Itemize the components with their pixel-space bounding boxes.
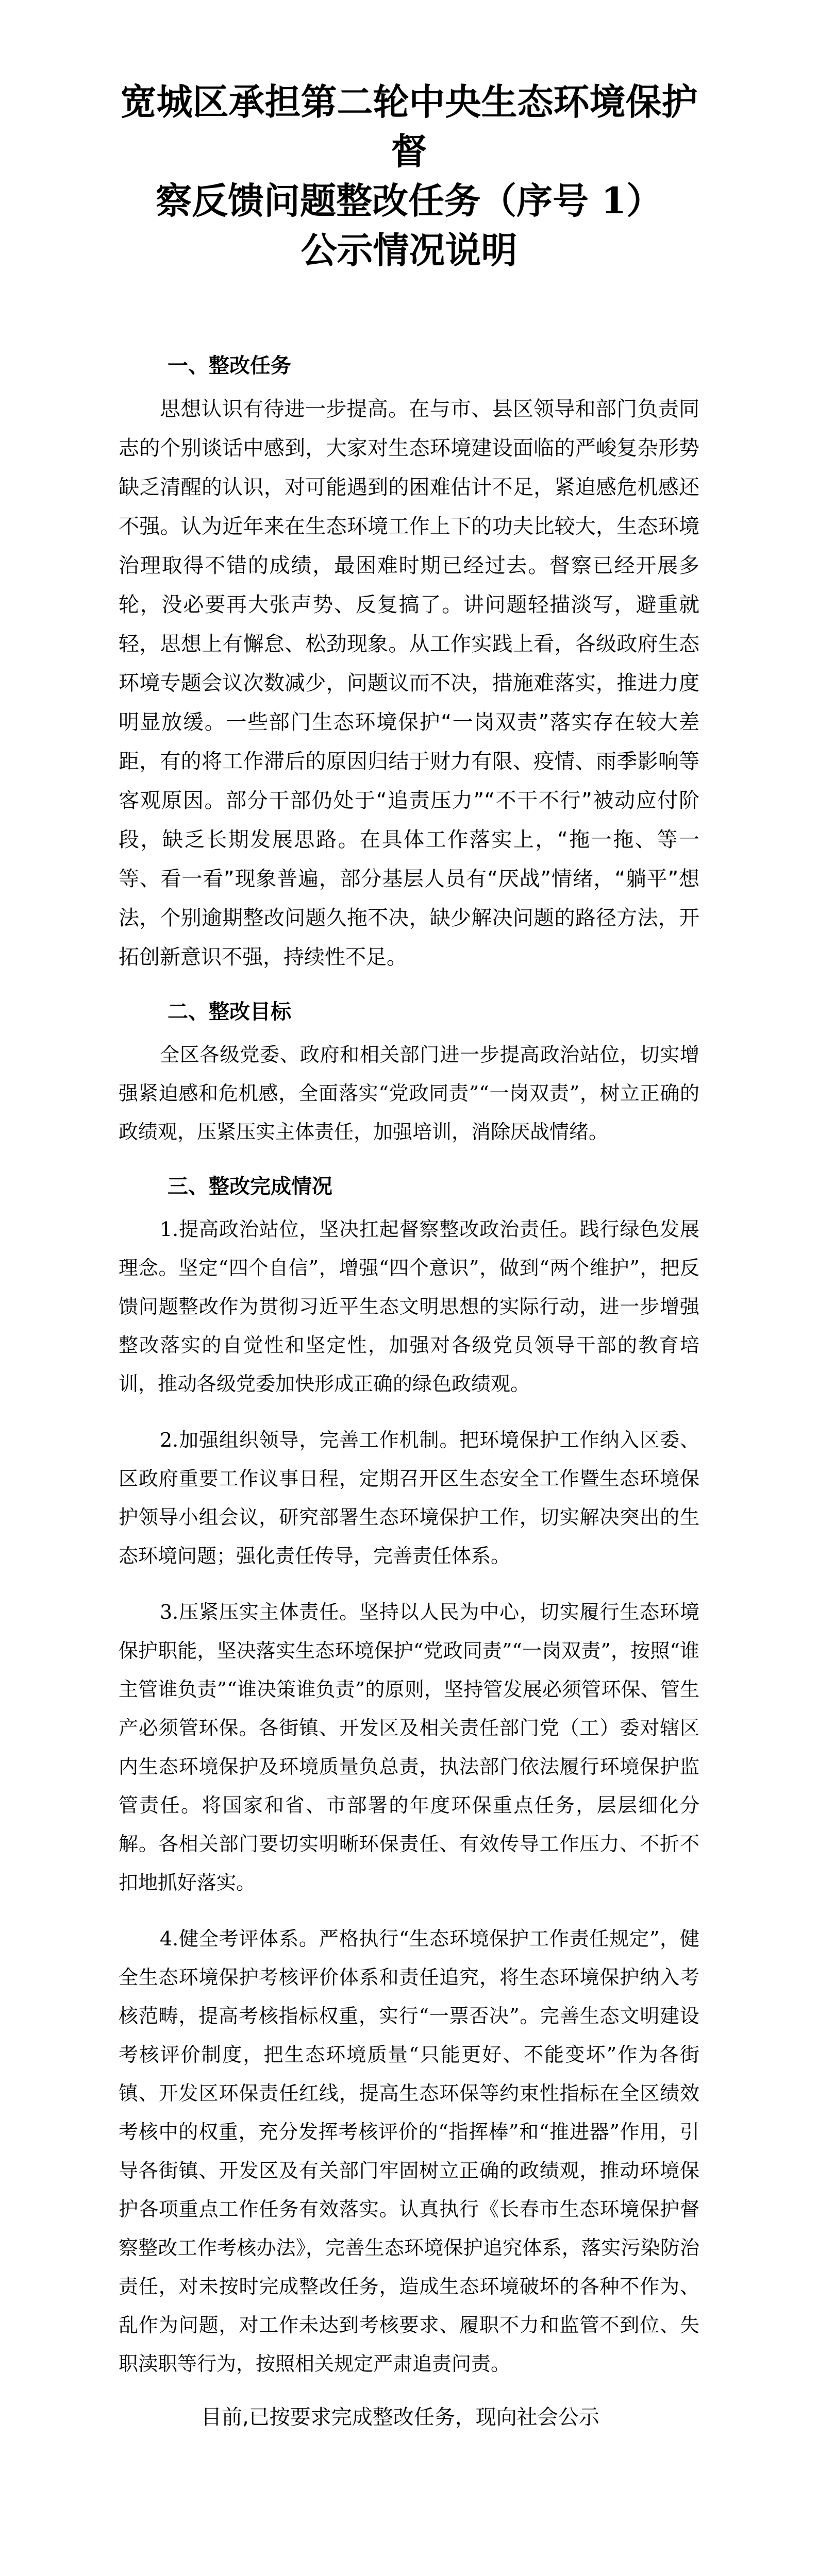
section-heading-task: 一、整改任务 xyxy=(168,354,291,378)
status-item-1: 1.提高政治站位，坚决扛起督察整改政治责任。践行绿色发展理念。坚定“四个自信”，增强“四个意识”，做到“两个维护”，把反馈问题整改作为贯彻习近平生态文明思想的实际行动，进一步增强整改落实的自觉性和坚定性，加强对各级党员领导干部的教育培训，推动各级党委加快形成正确的绿色政绩观。 xyxy=(119,1218,699,1395)
section-rectification-task xyxy=(119,347,699,977)
section-heading-status: 三、整改完成情况 xyxy=(168,1175,332,1198)
closing-statement: 目前,已按要求完成整改任务，现向社会公示 xyxy=(201,2405,599,2429)
section-rectification-goal xyxy=(119,993,699,1151)
title-line-2: 察反馈问题整改任务（序号 1） xyxy=(155,179,663,222)
status-item-3: 3.压紧压实主体责任。坚持以人民为中心，切实履行生态环境保护职能，坚决落实生态环境保护“党政同责”“一岗双责”，按照“谁主管谁负责”“谁决策谁负责”的原则，坚持管发展必须管环保、管生产必须管环保。各街镇、开发区及相关责任部门党（工）委对辖区内生态环境保护及环境质量负总责，执法部门依法履行环境保护监管责任。将国家和省、市部署的年度环保重点任务，层层细化分解。各相关部门要切实明晰环保责任、有效传导工作压力、不折不扣地抓好落实。 xyxy=(119,1601,699,1894)
status-item-4: 4.健全考评体系。严格执行“生态环境保护工作责任规定”，健全生态环境保护考核评价体系和责任追究，将生态环境保护纳入考核范畴，提高考核指标权重，实行“一票否决”。完善生态文明建设考核评价制度，把生态环境质量“只能更好、不能变坏”作为各街镇、开发区环保责任红线，提高生态环保等约束性指标在全区绩效考核中的权重，充分发挥考核评价的“指挥棒”和“推进器”作用，引导各街镇、开发区及有关部门牢固树立正确的政绩观，推动环境保护各项重点工作任务有效落实。认真执行《长春市生态环境保护督察整改工作考核办法》，完善生态环境保护追究体系，落实污染防治责任，对未按时完成整改任务，造成生态环境破坏的各种不作为、乱作为问题，对工作未达到考核要求、履职不力和监管不到位、失职渎职等行为，按照相关规定严肃追责问责。 xyxy=(119,1927,699,2375)
document-title xyxy=(119,77,699,275)
section-body-task: 思想认识有待进一步提高。在与市、县区领导和部门负责同志的个别谈话中感到，大家对生态环境建设面临的严峻复杂形势缺乏清醒的认识，对可能遇到的困难估计不足，紧迫感危机感还不强。认为近年来在生态环境工作上下的功夫比较大，生态环境治理取得不错的成绩，最困难时期已经过去。督察已经开展多轮，没必要再大张声势、反复搞了。讲问题轻描淡写，避重就轻，思想上有懈怠、松劲现象。从工作实践上看，各级政府生态环境专题会议次数减少，问题议而不决，措施难落实，推进力度明显放缓。一些部门生态环境保护“一岗双责”落实存在较大差距，有的将工作滞后的原因归结于财力有限、疫情、雨季影响等客观原因。部分干部仍处于“追责压力”“不干不行”被动应付阶段，缺乏长期发展思路。在具体工作落实上，“拖一拖、等一等、看一看”现象普遍，部分基层人员有“厌战”情绪，“躺平”想法，个别逾期整改问题久拖不决，缺少解决问题的路径方法，开拓创新意识不强，持续性不足。 xyxy=(119,397,699,969)
status-item-2: 2.加强组织领导，完善工作机制。把环境保护工作纳入区委、区政府重要工作议事日程，定期召开区生态安全工作暨生态环境保护领导小组会议，研究部署生态环境保护工作，切实解决突出的生态环境问题；强化责任传导，完善责任体系。 xyxy=(119,1429,699,1567)
section-body-goal: 全区各级党委、政府和相关部门进一步提高政治站位，切实增强紧迫感和危机感，全面落实“党政同责”“一岗双责”，树立正确的政绩观，压紧压实主体责任，加强培训，消除厌战情绪。 xyxy=(119,1043,699,1143)
section-heading-goal: 二、整改目标 xyxy=(168,1000,291,1024)
title-line-3: 公示情况说明 xyxy=(301,229,517,272)
title-line-1: 宽城区承担第二轮中央生态环境保护督 xyxy=(120,80,698,173)
section-completion-status xyxy=(119,1168,699,2383)
